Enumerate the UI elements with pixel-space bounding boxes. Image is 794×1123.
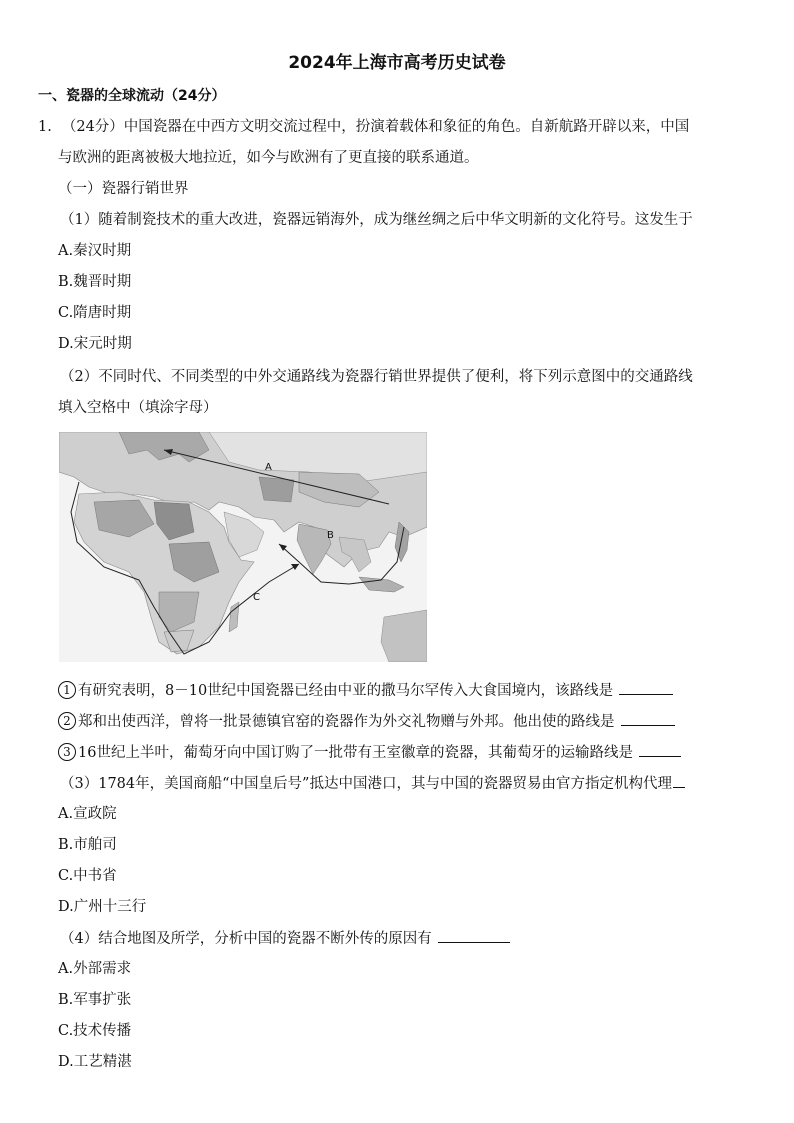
page-title: 2024年上海市高考历史试卷	[288, 53, 506, 73]
q4-option-a[interactable]: A.外部需求	[58, 961, 132, 977]
q2-item-2-text: 郑和出使西洋，曾将一批景德镇官窑的瓷器作为外交礼物赠与外邦。他出使的路线是	[78, 714, 615, 730]
circle-number-2: 2	[58, 712, 76, 730]
answer-blank-1[interactable]	[619, 680, 673, 695]
q2-item-1-text: 有研究表明，8－10世纪中国瓷器已经由中亚的撒马尔罕传入大食国境内，该路线是	[78, 683, 614, 699]
q2-item-3-text: 16世纪上半叶，葡萄牙向中国订购了一批带有王室徽章的瓷器，其葡萄牙的运输路线是	[78, 745, 633, 761]
circle-number-1: 1	[58, 681, 76, 699]
q3-option-a[interactable]: A.宣政院	[58, 806, 117, 822]
map-label-b: B	[327, 530, 334, 541]
q1-text: （1）随着制瓷技术的重大改进，瓷器远销海外，成为继丝绸之后中华文明新的文化符号。这发生于	[60, 212, 693, 228]
q4-text	[60, 928, 510, 949]
q2-text-line1: （2）不同时代、不同类型的中外交通路线为瓷器行销世界提供了便利，将下列示意图中的交通路线	[60, 369, 693, 385]
q4-text-content: （4）结合地图及所学，分析中国的瓷器不断外传的原因有	[60, 931, 432, 947]
q1-option-b[interactable]: B.魏晋时期	[58, 274, 132, 290]
q2-item-2	[58, 711, 675, 732]
answer-blank-q3[interactable]	[673, 773, 685, 788]
q4-option-c[interactable]: C.技术传播	[58, 1023, 132, 1039]
q3-option-d[interactable]: D.广州十三行	[58, 899, 147, 915]
q3-text-content: （3）1784年，美国商船“中国皇后号”抵达中国港口，其与中国的瓷器贸易由官方指定机构代理	[60, 776, 672, 792]
answer-blank-3[interactable]	[639, 742, 681, 757]
trade-route-map	[59, 432, 427, 662]
map-svg	[59, 432, 427, 662]
q3-text	[60, 773, 685, 794]
answer-blank-2[interactable]	[621, 711, 675, 726]
map-label-c: C	[253, 592, 260, 603]
q2-item-3	[58, 742, 681, 763]
q1-option-d[interactable]: D.宋元时期	[58, 336, 132, 352]
q3-option-b[interactable]: B.市舶司	[58, 837, 117, 853]
q1-option-c[interactable]: C.隋唐时期	[58, 305, 132, 321]
question-stem-line1	[38, 117, 689, 137]
q2-text-line2: 填入空格中（填涂字母）	[58, 400, 218, 416]
map-label-a: A	[265, 462, 272, 473]
section-heading: 一、瓷器的全球流动（24分）	[38, 88, 226, 104]
circle-number-3: 3	[58, 743, 76, 761]
q3-option-c[interactable]: C.中书省	[58, 868, 117, 884]
subheading: （一）瓷器行销世界	[58, 181, 189, 197]
q1-option-a[interactable]: A.秦汉时期	[58, 243, 132, 259]
question-number: 1.	[38, 119, 52, 135]
answer-blank-q4[interactable]	[438, 928, 510, 943]
q2-item-1	[58, 680, 673, 701]
q4-option-d[interactable]: D.工艺精湛	[58, 1054, 132, 1070]
question-stem-line2: 与欧洲的距离被极大地拉近，如今与欧洲有了更直接的联系通道。	[58, 150, 479, 166]
q4-option-b[interactable]: B.军事扩张	[58, 992, 132, 1008]
question-stem: （24分）中国瓷器在中西方文明交流过程中，扮演着载体和象征的角色。自新航路开辟以来，中国	[61, 119, 690, 135]
